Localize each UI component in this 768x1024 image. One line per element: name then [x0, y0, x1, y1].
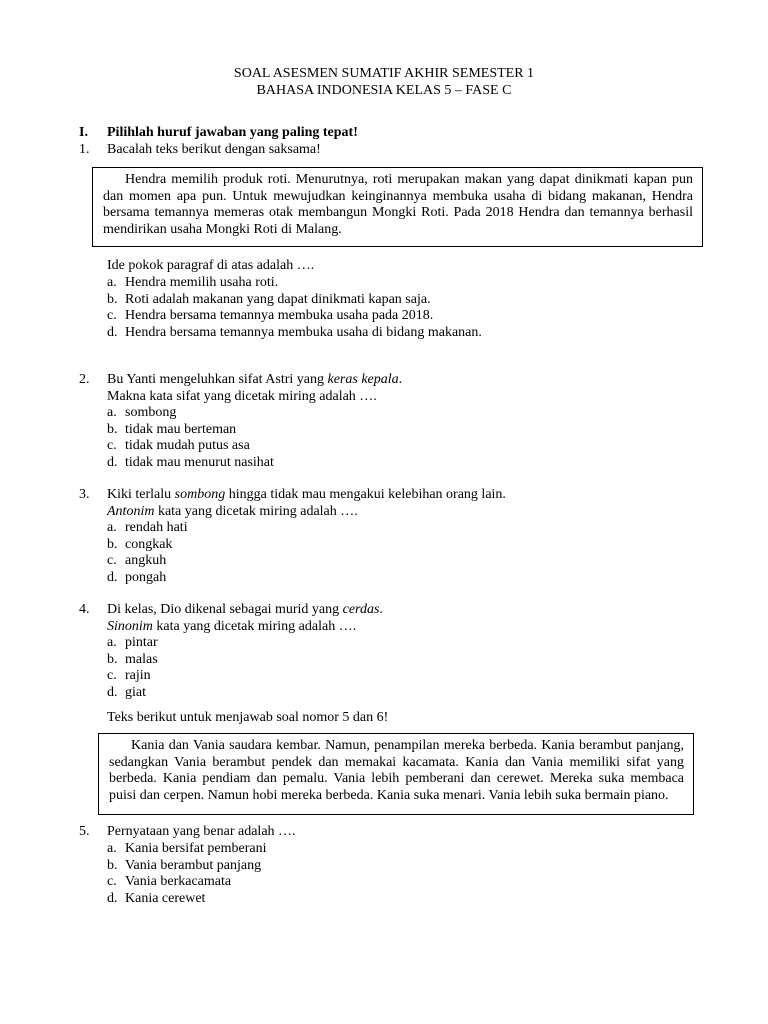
option: d. Hendra bersama temannya membuka usaha di bidang makanan.: [107, 324, 482, 340]
reading-passage-box-2: [98, 733, 694, 815]
option: c. angkuh: [107, 553, 167, 568]
question-number: 2.: [79, 372, 90, 387]
question-4: [79, 602, 719, 635]
option: c. rajin: [107, 668, 151, 683]
document-header: [0, 66, 768, 100]
italic-word: sombong: [174, 487, 226, 502]
question-2: [79, 372, 719, 405]
question-5: [79, 824, 719, 841]
question-instruction: Bacalah teks berikut dengan saksama!: [107, 142, 321, 157]
italic-word: cerdas: [342, 602, 380, 617]
option: a. rendah hati: [107, 520, 188, 535]
option: a. sombong: [107, 405, 177, 420]
option: a. Hendra memilih usaha roti.: [107, 275, 279, 290]
question-number: 4.: [79, 602, 90, 617]
reading-passage-text: Hendra memilih produk roti. Menurutnya, roti merupakan makan yang dapat dinikmati kapan pun dan momen apa pun. Untuk mewujudkan keinginannya membuka usaha di bidang makanan, Hendra bersama temannya memeras otak membangun Mongki Roti. Pada 2018 Hendra dan temannya berhasil mendirikan usaha Mongki Roti di Malang.: [103, 172, 693, 237]
section-instruction: Pilihlah huruf jawaban yang paling tepat!: [107, 125, 358, 140]
header-title: SOAL ASESMEN SUMATIF AKHIR SEMESTER 1: [233, 66, 535, 81]
question-3-options: [107, 520, 188, 586]
question-sentence: Kiki terlalu sombong hingga tidak mau mengakui kelebihan orang lain.: [107, 487, 506, 502]
option: b. congkak: [107, 536, 173, 552]
option: b. malas: [107, 651, 158, 667]
question-number: 1.: [79, 142, 90, 157]
option: b. Roti adalah makanan yang dapat dinikmati kapan saja.: [107, 291, 431, 307]
option: d. Kania cerewet: [107, 890, 206, 906]
question-5-options: [107, 841, 267, 907]
question-prompt: Antonim kata yang dicetak miring adalah ….: [107, 503, 358, 519]
option: c. Vania berkacamata: [107, 874, 232, 889]
question-prompt: Sinonim kata yang dicetak miring adalah ….: [107, 618, 357, 634]
question-prompt: Pernyataan yang benar adalah ….: [107, 824, 296, 839]
question-prompt: Makna kata sifat yang dicetak miring adalah ….: [107, 388, 377, 404]
question-1-options: [107, 275, 482, 341]
passage-intro: Teks berikut untuk menjawab soal nomor 5 dan 6!: [107, 710, 389, 725]
option: b. Vania berambut panjang: [107, 857, 262, 873]
question-sentence: Di kelas, Dio dikenal sebagai murid yang cerdas.: [107, 602, 383, 617]
option: d. tidak mau menurut nasihat: [107, 454, 274, 470]
option: b. tidak mau berteman: [107, 421, 237, 437]
question-4-options: [107, 635, 158, 701]
question-1-prompt: Ide pokok paragraf di atas adalah ….: [107, 258, 315, 273]
header-subtitle: BAHASA INDONESIA KELAS 5 – FASE C: [256, 83, 512, 98]
option: a. pintar: [107, 635, 158, 650]
question-2-options: [107, 405, 274, 471]
option: c. tidak mudah putus asa: [107, 438, 250, 453]
reading-passage-text: Kania dan Vania saudara kembar. Namun, penampilan mereka berbeda. Kania berambut panjang, sedangkan Vania berambut pendek dan memakai kacamata. Kania dan Vania memiliki sifat yang berbeda. Kania pendiam dan pemalu. Vania lebih pemberani dan cerewet. Mereka suka membaca puisi dan cerpen. Namun hobi mereka berbeda. Kania suka menari. Vania lebih suka bermain piano.: [109, 738, 684, 803]
option: d. pongah: [107, 569, 167, 585]
italic-phrase: keras kepala: [327, 372, 399, 387]
question-sentence: Bu Yanti mengeluhkan sifat Astri yang keras kepala.: [107, 372, 403, 387]
option: d. giat: [107, 684, 146, 700]
option: c. Hendra bersama temannya membuka usaha pada 2018.: [107, 308, 434, 323]
question-number: 5.: [79, 824, 90, 839]
question-number: 3.: [79, 487, 90, 502]
question-1: [79, 142, 719, 159]
reading-passage-box: [92, 167, 703, 247]
question-3: [79, 487, 719, 520]
option: a. Kania bersifat pemberani: [107, 841, 267, 856]
section-heading: [79, 125, 358, 142]
section-number: I.: [79, 125, 88, 140]
